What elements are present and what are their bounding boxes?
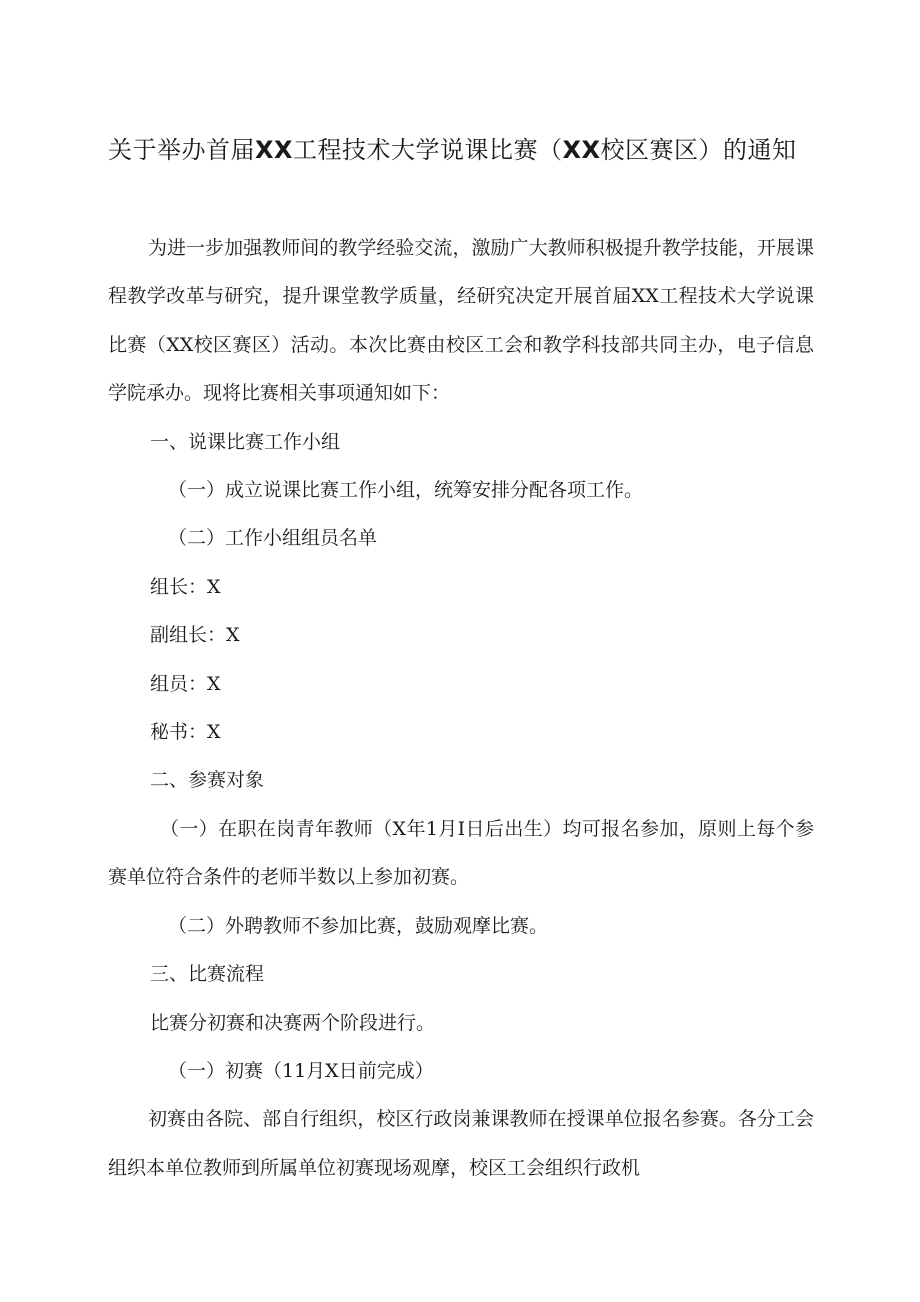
member-line: 秘书：X — [150, 721, 221, 744]
body-paragraph: 初赛由各院、部自行组织，校区行政岗兼课教师在授课单位报名参赛。各分工会组织本单位教师到所属单位初赛现场观摩，校区工会组织行政机 — [108, 1108, 814, 1179]
document-body — [108, 224, 814, 1192]
body-paragraph: 比赛分初赛和决赛两个阶段进行。 — [150, 1011, 436, 1034]
section-heading: 三、比赛流程 — [150, 963, 265, 986]
title-part: XX — [562, 136, 601, 164]
intro-paragraph: 为进一步加强教师间的教学经验交流，激励广大教师积极提升教学技能，开展课程教学改革与研究，提升课堂教学质量，经研究决定开展首届XX工程技术大学说课比赛（XX校区赛区）活动。本次比赛由校区工会和教学科技部共同主办，电子信息学院承办。现将比赛相关事项通知如下： — [108, 237, 814, 405]
subsection-paragraph: （二）外聘教师不参加比赛，鼓励观摩比赛。 — [168, 914, 549, 937]
member-line: 组长：X — [150, 575, 221, 598]
subsection-paragraph: （一）在职在岗青年教师（X年1月I日后出生）均可报名参加，原则上每个参赛单位符合条件的老师半数以上参加初赛。 — [108, 817, 814, 889]
member-line: 副组长：X — [150, 624, 240, 647]
subsection-paragraph: （二）工作小组组员名单 — [168, 527, 378, 550]
section-heading: 一、说课比赛工作小组 — [150, 430, 341, 453]
member-line: 组员：X — [150, 672, 221, 695]
subsection-paragraph: （一）成立说课比赛工作小组，统筹安排分配各项工作。 — [168, 479, 644, 502]
title-part: XX — [255, 136, 294, 164]
subsection-paragraph: （一）初赛（11月X日前完成） — [168, 1059, 434, 1082]
section-heading: 二、参赛对象 — [150, 769, 265, 792]
title-part: 关于举办首届 — [108, 136, 255, 164]
document-title — [108, 130, 828, 170]
title-part: 校区赛区）的通知 — [600, 136, 797, 164]
title-part: 工程技术大学说课比赛（ — [293, 136, 563, 164]
